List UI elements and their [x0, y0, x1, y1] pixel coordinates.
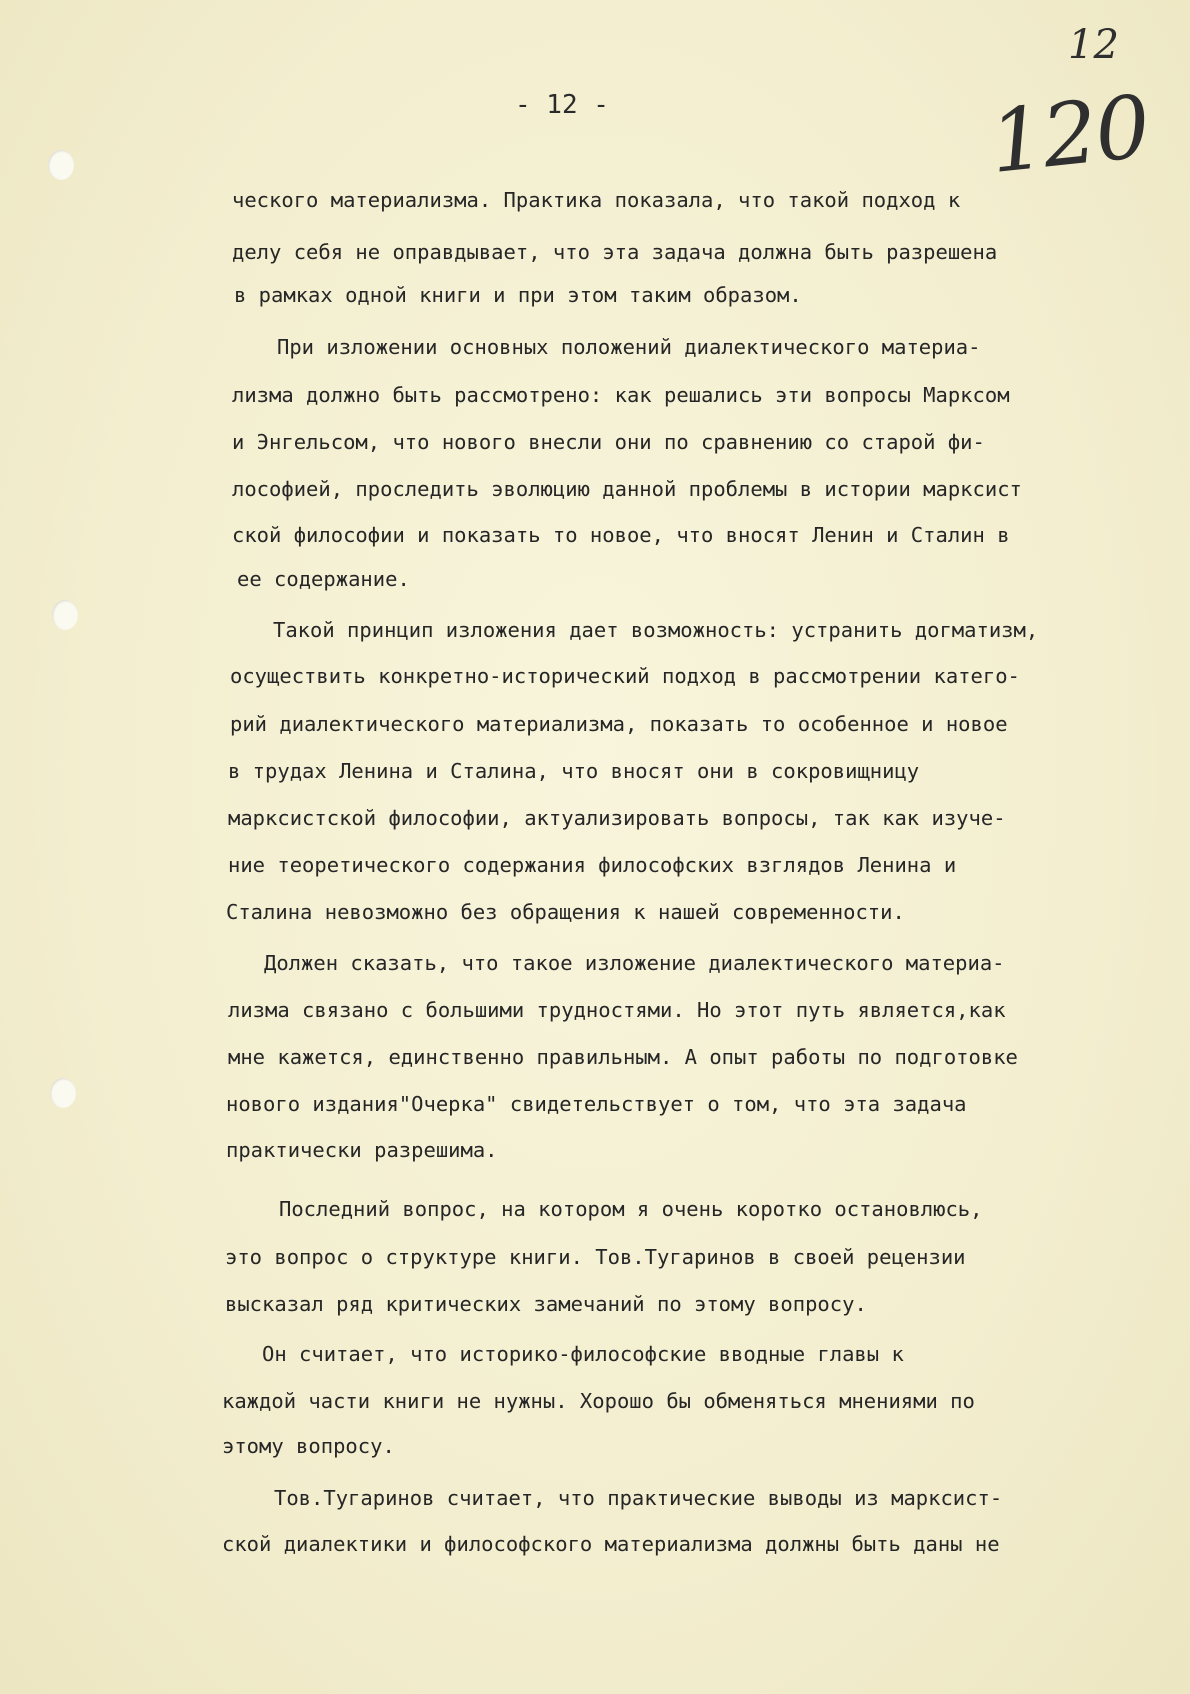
text-line: ее содержание. [237, 567, 410, 591]
text-line: лософией, проследить эволюцию данной проблемы в истории марксист [232, 477, 1022, 501]
text-line: Он считает, что историко-философские вводные главы к [262, 1342, 904, 1366]
text-line: это вопрос о структуре книги. Тов.Тугаринов в своей рецензии [225, 1245, 966, 1269]
text-line: лизма должно быть рассмотрено: как решались эти вопросы Марксом [232, 383, 1010, 407]
text-line: мне кажется, единственно правильным. А опыт работы по подготовке [228, 1045, 1018, 1069]
text-line: в рамках одной книги и при этом таким образом. [234, 283, 802, 307]
text-line: Тов.Тугаринов считает, что практические выводы из марксист- [274, 1486, 1003, 1510]
text-line: осуществить конкретно-исторический подход в рассмотрении катего- [230, 664, 1020, 688]
text-line: При изложении основных положений диалектического материа- [277, 335, 981, 359]
text-line: этому вопросу. [222, 1434, 395, 1458]
text-line: высказал ряд критических замечаний по этому вопросу. [225, 1292, 867, 1316]
text-line: Такой принцип изложения дает возможность: устранить догматизм, [273, 618, 1039, 642]
text-line: ской философии и показать то новое, что вносят Ленин и Сталин в [232, 523, 1010, 547]
text-line: практически разрешима. [226, 1138, 498, 1162]
text-line: Последний вопрос, на котором я очень коротко остановлюсь, [279, 1197, 983, 1221]
archive-number-main: 120 [985, 77, 1153, 193]
text-line: каждой части книги не нужны. Хорошо бы обменяться мнениями по [222, 1389, 975, 1413]
text-line: ние теоретического содержания философских взглядов Ленина и [228, 853, 957, 877]
text-line: нового издания"Очерка" свидетельствует о том, что эта задача [226, 1092, 967, 1116]
text-line: ской диалектики и философского материализма должны быть даны не [222, 1532, 1000, 1556]
text-line: делу себя не оправдывает, что эта задача должна быть разрешена [232, 240, 998, 264]
text-line: марксистской философии, актуализировать вопросы, так как изуче- [228, 806, 1006, 830]
text-line: рий диалектического материализма, показать то особенное и новое [230, 712, 1008, 736]
archive-number-top: 12 [1068, 22, 1119, 68]
text-line: Сталина невозможно без обращения к нашей современности. [226, 900, 905, 924]
text-line: в трудах Ленина и Сталина, что вносят они в сокровищницу [228, 759, 920, 783]
page-number: - 12 - [515, 90, 609, 120]
text-line: и Энгельсом, что нового внесли они по сравнению со старой фи- [232, 430, 985, 454]
text-line: ческого материализма. Практика показала, что такой подход к [232, 188, 961, 212]
text-line: лизма связано с большими трудностями. Но этот путь является,как [228, 998, 1006, 1022]
text-line: Должен сказать, что такое изложение диалектического материа- [264, 951, 1005, 975]
